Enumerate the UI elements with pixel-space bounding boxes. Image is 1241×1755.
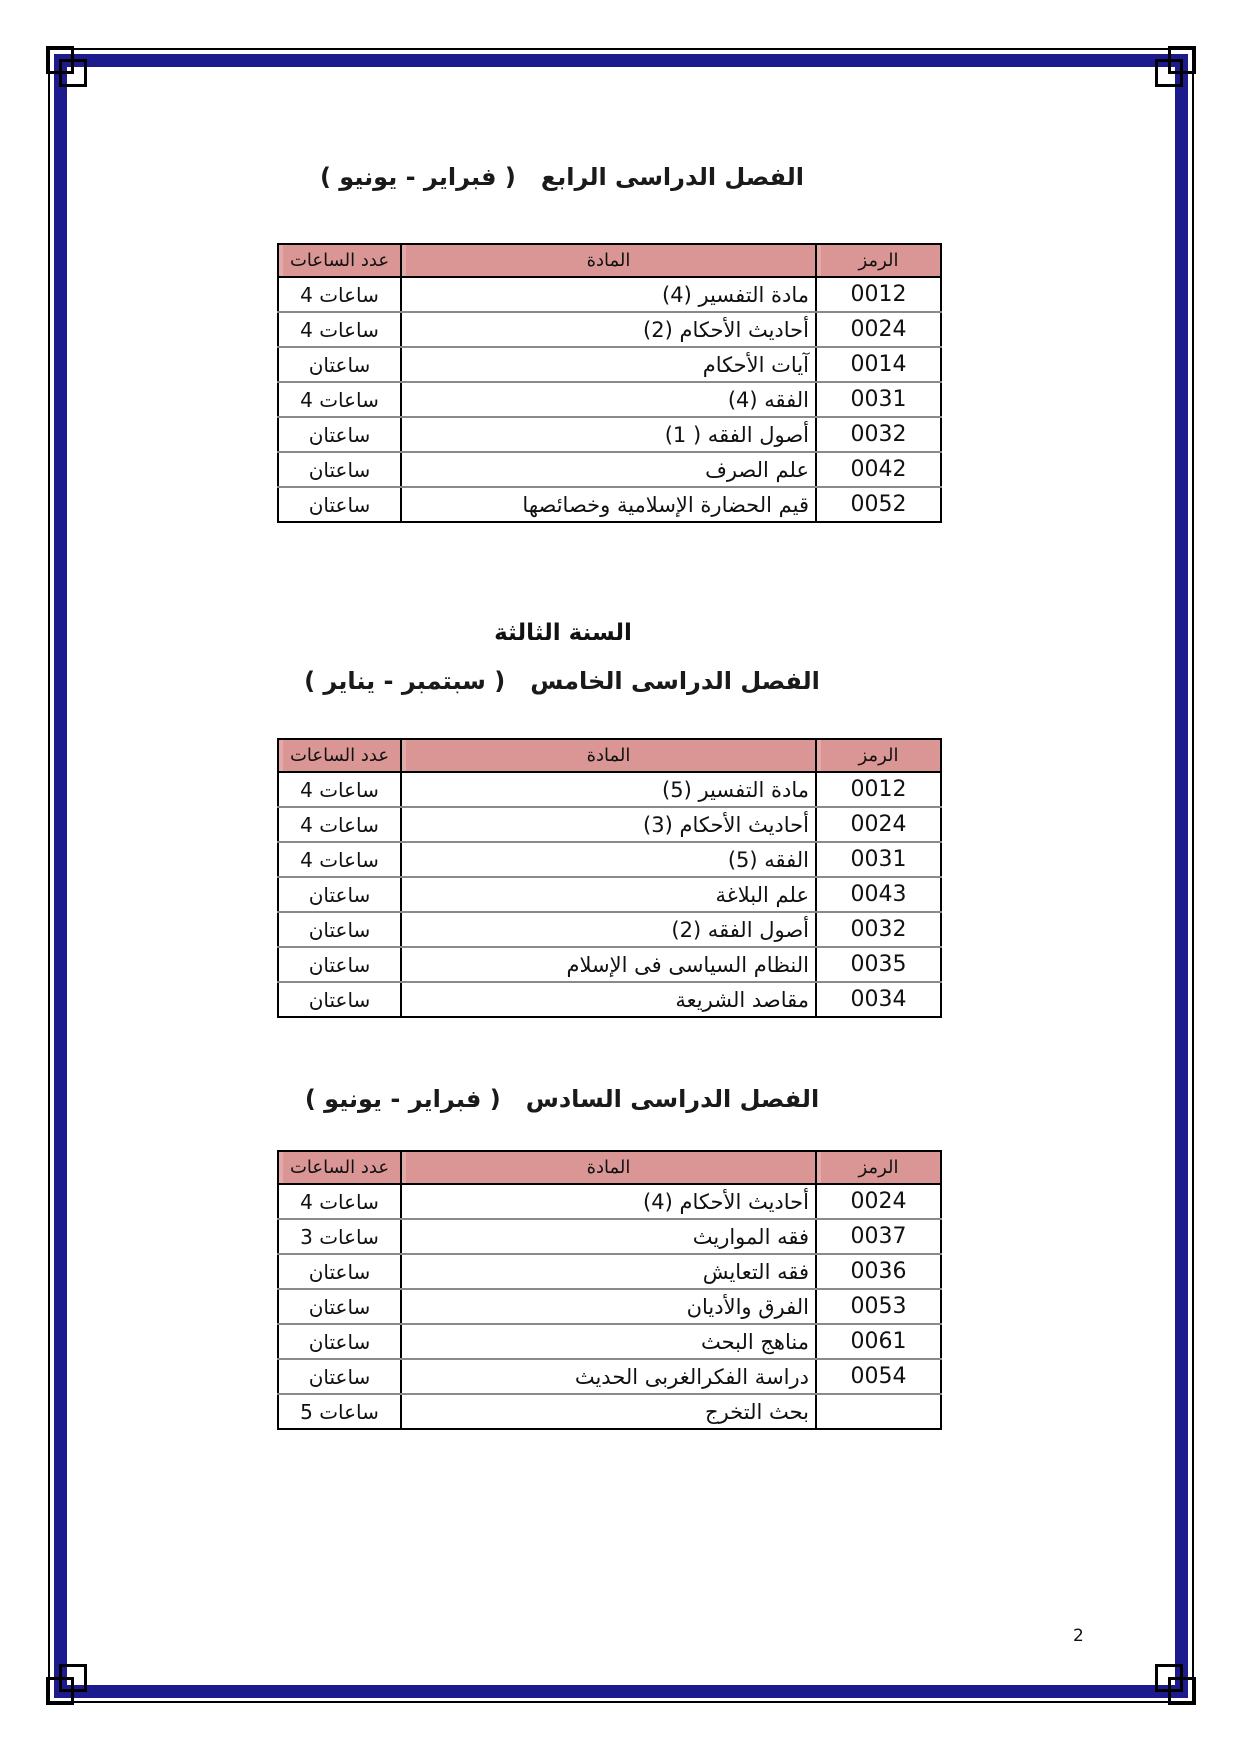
hours-cell: ساعتان — [278, 452, 401, 487]
code-cell — [816, 1394, 941, 1429]
hours-cell: ساعتان — [278, 947, 401, 982]
hours-cell: ساعتان — [278, 1254, 401, 1289]
subject-cell: قيم الحضارة الإسلامية وخصائصها — [401, 487, 816, 522]
hours-cell: 4 ساعات — [278, 312, 401, 347]
table-row — [278, 1289, 941, 1324]
hours-cell: ساعتان — [278, 1324, 401, 1359]
code-cell: 0052 — [816, 487, 941, 522]
code-cell: 0035 — [816, 947, 941, 982]
border-corner-ornament — [46, 1663, 88, 1705]
subject-cell: مقاصد الشريعة — [401, 982, 816, 1017]
subject-cell: أحاديث الأحكام (2) — [401, 312, 816, 347]
table-row — [278, 277, 941, 312]
semester-4-title: الفصل الدراسى الرابع ( فبراير - يونيو ) — [319, 163, 805, 191]
subject-cell: أحاديث الأحكام (3) — [401, 807, 816, 842]
table-row — [278, 487, 941, 522]
subject-cell: أحاديث الأحكام (4) — [401, 1184, 816, 1219]
year-3-heading: السنة الثالثة — [494, 620, 632, 646]
hours-header: عدد الساعات — [278, 1151, 401, 1184]
semester-5-title: الفصل الدراسى الخامس ( سبتمبر - يناير ) — [304, 667, 820, 695]
code-cell: 0031 — [816, 382, 941, 417]
hours-cell: ساعتان — [278, 982, 401, 1017]
code-cell: 0061 — [816, 1324, 941, 1359]
code-cell: 0054 — [816, 1359, 941, 1394]
border-corner-ornament — [1154, 46, 1196, 88]
semester-4-table — [277, 243, 942, 523]
code-cell: 0032 — [816, 417, 941, 452]
hours-cell: 4 ساعات — [278, 842, 401, 877]
semester-5-table — [277, 738, 942, 1018]
hours-cell: ساعتان — [278, 877, 401, 912]
code-cell: 0024 — [816, 312, 941, 347]
table-header-row — [278, 244, 941, 277]
subject-header: المادة — [401, 1151, 816, 1184]
subject-cell: بحث التخرج — [401, 1394, 816, 1429]
hours-cell: 4 ساعات — [278, 772, 401, 807]
code-cell: 0053 — [816, 1289, 941, 1324]
subject-cell: فقه التعايش — [401, 1254, 816, 1289]
hours-cell: 5 ساعات — [278, 1394, 401, 1429]
subject-header: المادة — [401, 739, 816, 772]
code-header: الرمز — [816, 244, 941, 277]
code-cell: 0024 — [816, 807, 941, 842]
subject-cell: مناهج البحث — [401, 1324, 816, 1359]
table-row — [278, 877, 941, 912]
hours-cell: ساعتان — [278, 912, 401, 947]
border-corner-ornament — [1154, 1663, 1196, 1705]
subject-header: المادة — [401, 244, 816, 277]
code-cell: 0042 — [816, 452, 941, 487]
hours-header: عدد الساعات — [278, 739, 401, 772]
table-row — [278, 347, 941, 382]
hours-cell: 4 ساعات — [278, 277, 401, 312]
page-number: 2 — [1073, 1626, 1084, 1646]
table-row — [278, 382, 941, 417]
table-row — [278, 417, 941, 452]
table-row — [278, 312, 941, 347]
code-cell: 0037 — [816, 1219, 941, 1254]
border-corner-ornament — [46, 46, 88, 88]
subject-cell: آيات الأحكام — [401, 347, 816, 382]
code-cell: 0024 — [816, 1184, 941, 1219]
hours-cell: ساعتان — [278, 417, 401, 452]
table-row — [278, 1324, 941, 1359]
subject-cell: الفقه (4) — [401, 382, 816, 417]
hours-cell: 4 ساعات — [278, 807, 401, 842]
table-row — [278, 982, 941, 1017]
hours-cell: ساعتان — [278, 1359, 401, 1394]
hours-cell: ساعتان — [278, 1289, 401, 1324]
code-header: الرمز — [816, 1151, 941, 1184]
subject-cell: مادة التفسير (4) — [401, 277, 816, 312]
table-row — [278, 947, 941, 982]
table-row — [278, 842, 941, 877]
subject-cell: أصول الفقه ( 1) — [401, 417, 816, 452]
table-row — [278, 807, 941, 842]
table-row — [278, 772, 941, 807]
subject-cell: النظام السياسى فى الإسلام — [401, 947, 816, 982]
code-cell: 0014 — [816, 347, 941, 382]
code-cell: 0031 — [816, 842, 941, 877]
semester-6-table — [277, 1150, 942, 1430]
code-cell: 0043 — [816, 877, 941, 912]
hours-cell: ساعتان — [278, 347, 401, 382]
subject-cell: دراسة الفكرالغربى الحديث — [401, 1359, 816, 1394]
hours-cell: 3 ساعات — [278, 1219, 401, 1254]
table-row — [278, 1394, 941, 1429]
code-cell: 0034 — [816, 982, 941, 1017]
hours-cell: 4 ساعات — [278, 382, 401, 417]
subject-cell: الفرق والأديان — [401, 1289, 816, 1324]
hours-cell: 4 ساعات — [278, 1184, 401, 1219]
subject-cell: علم الصرف — [401, 452, 816, 487]
table-row — [278, 1219, 941, 1254]
table-row — [278, 912, 941, 947]
code-cell: 0012 — [816, 277, 941, 312]
table-row — [278, 452, 941, 487]
hours-cell: ساعتان — [278, 487, 401, 522]
table-row — [278, 1254, 941, 1289]
code-cell: 0036 — [816, 1254, 941, 1289]
code-cell: 0032 — [816, 912, 941, 947]
subject-cell: مادة التفسير (5) — [401, 772, 816, 807]
table-row — [278, 1184, 941, 1219]
subject-cell: الفقه (5) — [401, 842, 816, 877]
table-row — [278, 1359, 941, 1394]
code-header: الرمز — [816, 739, 941, 772]
semester-6-title: الفصل الدراسى السادس ( فبراير - يونيو ) — [304, 1085, 820, 1113]
subject-cell: علم البلاغة — [401, 877, 816, 912]
subject-cell: أصول الفقه (2) — [401, 912, 816, 947]
subject-cell: فقه المواريث — [401, 1219, 816, 1254]
table-header-row — [278, 739, 941, 772]
hours-header: عدد الساعات — [278, 244, 401, 277]
code-cell: 0012 — [816, 772, 941, 807]
table-header-row — [278, 1151, 941, 1184]
